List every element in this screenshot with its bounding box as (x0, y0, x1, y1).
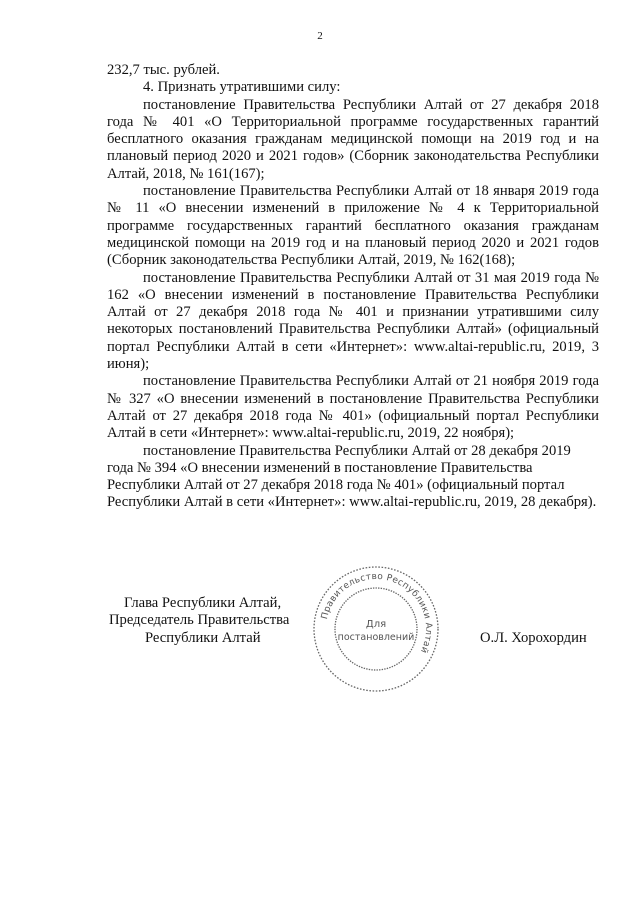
paragraph-resolution-162: постановление Правительства Республики Алтай от 31 мая 2019 года № 162 «О внесении изменений в постановление Правительства Республики Алтай от 27 декабря 2018 года № 401 и признании утратившими силу некоторых постановлений Правительства Республики Алтай» (официальный портал Республики Алтай в сети «Интернет»: www.altai-republic.ru, 2019, 3 июня); (107, 269, 599, 373)
official-stamp (312, 565, 440, 693)
signature-position-line-3: Республики Алтай (145, 629, 261, 646)
signatory-name: О.Л. Хорохордин (480, 630, 587, 646)
signature-position-line-2: Председатель Правительства (109, 612, 290, 629)
page-number: 2 (317, 30, 323, 42)
stamp-center-line-2: постановлений (337, 632, 415, 643)
paragraph-resolution-11: постановление Правительства Республики Алтай от 18 января 2019 года № 11 «О внесении изменений в приложение № 4 к Территориальной программе государственных гарантий бесплатного оказания гражданам медицинской помощи на 2019 год и на плановый период 2020 и 2021 годов (Сборник законодательства Республики Алтай, 2019, № 162(168); (107, 183, 599, 269)
signature-position-block (107, 595, 307, 647)
stamp-center-line-1: Для (365, 619, 387, 630)
paragraph-resolution-394: постановление Правительства Республики Алтай от 28 декабря 2019 года № 394 «О внесении изменений в постановление Правительства Республики Алтай от 27 декабря 2018 года № 401» (официальный портал Республики Алтай в сети «Интернет»: www.altai-republic.ru, 2019, 28 декабря). (107, 442, 597, 511)
document-body (107, 62, 599, 512)
stamp-outer-text: Правительство Республики Алтай (319, 571, 434, 655)
paragraph-amount-continuation: 232,7 тыс. рублей. (107, 62, 220, 78)
signature-position-line-1: Глава Республики Алтай, (124, 595, 282, 611)
paragraph-resolution-327: постановление Правительства Республики Алтай от 21 ноября 2019 года № 327 «О внесении изменений в постановление Правительства Республики Алтай от 27 декабря 2018 года № 401» (официальный портал Республики Алтай в сети «Интернет»: www.altai-republic.ru, 2019, 22 ноября); (107, 373, 599, 442)
paragraph-resolution-401: постановление Правительства Республики Алтай от 27 декабря 2018 года № 401 «О Территориальной программе государственных гарантий бесплатного оказания гражданам медицинской помощи на 2019 год и на плановый период 2020 и 2021 годов» (Сборник законодательства Республики Алтай, 2018, № 161(167); (107, 96, 599, 182)
paragraph-clause-4: 4. Признать утратившими силу: (143, 79, 341, 96)
stamp-seal (312, 565, 440, 693)
